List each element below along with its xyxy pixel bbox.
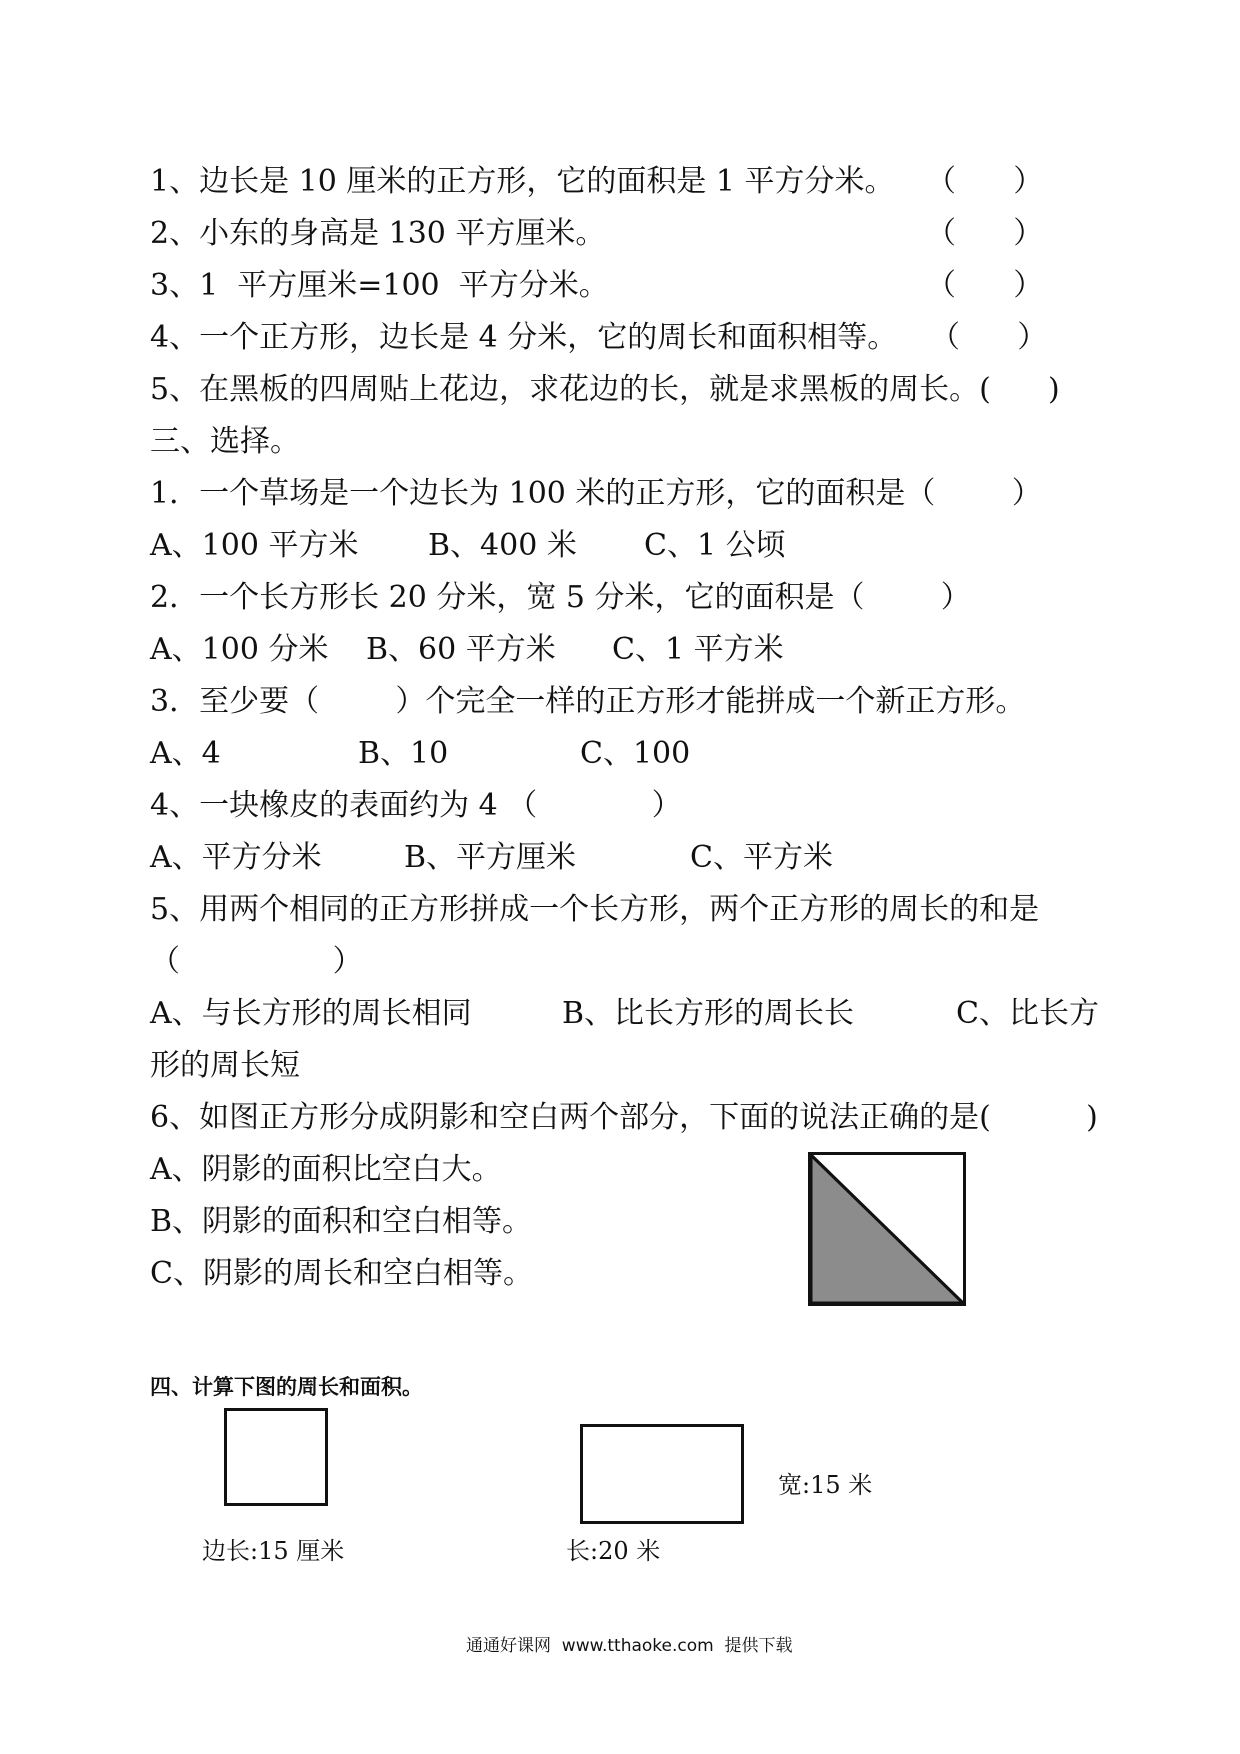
q1-option-b: B、400 米 [428,528,577,563]
judge-answer-4: （ ） [930,320,1048,355]
judge-item-4: 4、一个正方形，边长是 4 分米，它的周长和面积相等。 [150,320,898,355]
q1-option-a: A、100 平方米 [150,528,359,563]
judge-answer-3: （ ） [926,268,1044,303]
q2-option-b: B、60 平方米 [366,632,556,667]
q1-stem: 1．一个草场是一个边长为 100 米的正方形，它的面积是（ ） [150,476,1042,511]
q2-stem: 2．一个长方形长 20 分米，宽 5 分米，它的面积是（ ） [150,580,971,615]
judge-answer-1: （ ） [926,164,1044,199]
q1-option-c: C、1 公顷 [644,528,786,563]
q6-option-b: B、阴影的面积和空白相等。 [150,1204,533,1239]
footer-source: 通通好课网 www.tthaoke.com 提供下载 [466,1636,793,1656]
q5-stem: 5、用两个相同的正方形拼成一个长方形，两个正方形的周长的和是 [150,892,1040,927]
q6-option-c: C、阴影的周长和空白相等。 [150,1256,533,1291]
rectangle-length-label: 长:20 米 [566,1537,661,1565]
q5-answer-blank: （ ） [150,944,363,979]
q4-option-c: C、平方米 [690,840,833,875]
rectangle-figure [580,1424,744,1524]
judge-item-5: 5、在黑板的四周贴上花边，求花边的长，就是求黑板的周长。( ) [150,372,1060,407]
q4-option-a: A、平方分米 [150,840,322,875]
square-figure [224,1408,328,1506]
q2-option-a: A、100 分米 [150,632,329,667]
q2-option-c: C、1 平方米 [612,632,784,667]
judge-answer-2: （ ） [926,216,1044,251]
q4-stem: 4、一块橡皮的表面约为 4 （ ） [150,788,682,823]
q5-option-a: A、与长方形的周长相同 [150,996,472,1031]
q6-stem: 6、如图正方形分成阴影和空白两个部分，下面的说法正确的是( ) [150,1100,1098,1135]
q3-option-a: A、4 [150,736,221,771]
judge-item-1: 1、边长是 10 厘米的正方形，它的面积是 1 平方分米。 [150,164,895,199]
q3-stem: 3．至少要（ ）个完全一样的正方形才能拼成一个新正方形。 [150,684,1026,719]
q4-option-b: B、平方厘米 [404,840,577,875]
square-side-label: 边长:15 厘米 [202,1537,345,1565]
judge-item-2: 2、小东的身高是 130 平方厘米。 [150,216,606,251]
q5-option-c: C、比长方 [956,996,1099,1031]
q3-option-c: C、100 [580,736,691,771]
section-heading-calc: 四、计算下图的周长和面积。 [150,1375,423,1399]
judge-item-3: 3、1 平方厘米=100 平方分米。 [150,268,609,303]
shaded-square-figure [808,1152,966,1306]
q3-option-b: B、10 [358,736,449,771]
section-heading-choice: 三、选择。 [150,424,300,459]
q5-option-c-continued: 形的周长短 [150,1048,300,1083]
rectangle-width-label: 宽:15 米 [778,1471,873,1499]
q6-option-a: A、阴影的面积比空白大。 [150,1152,502,1187]
q5-option-b: B、比长方形的周长长 [562,996,855,1031]
